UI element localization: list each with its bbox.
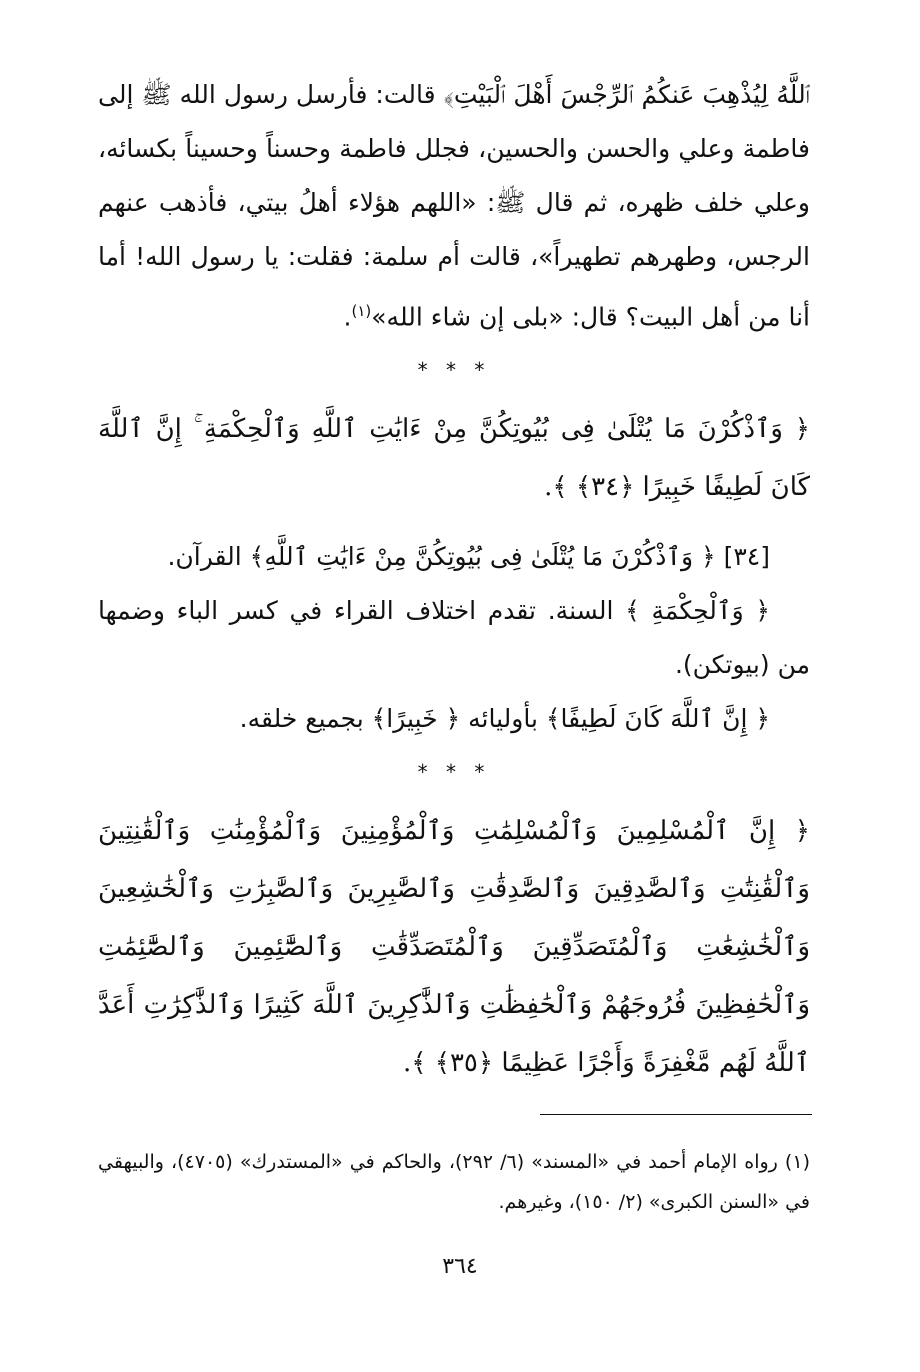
- tafsir-verse-34-quran: [٣٤] ﴿ وَٱذْكُرْنَ مَا يُتْلَىٰ فِى بُيُوتِكُنَّ مِنْ ءَايَٰتِ ٱللَّهِ﴾ القرآن.: [167, 542, 770, 572]
- footnote-divider: [540, 1114, 812, 1115]
- hadith-paragraph: [98, 68, 810, 344]
- page-number: ٣٦٤: [442, 1254, 478, 1279]
- section-separator-2: * * *: [417, 760, 491, 785]
- footnote: (١) رواه الإمام أحمد في «المسند» (٦/ ٢٩٢)، والحاكم في «المستدرك» (٤٧٠٥)، والبيهقي في «السنن الكبرى» (٢/ ١٥٠)، وغيرهم.: [98, 1151, 810, 1213]
- tafsir-wisdom: ﴿ وَٱلْحِكْمَةِ ﴾ السنة. تقدم اختلاف القراء في كسر الباء وضمها من (بيوتكن).: [98, 596, 810, 680]
- hadith-end: .: [343, 302, 352, 332]
- section-separator: * * *: [417, 358, 491, 383]
- tafsir-latif-khabir: ﴿ إِنَّ ٱللَّهَ كَانَ لَطِيفًا﴾ بأوليائه ﴿ خَبِيرًا﴾ بجميع خلقه.: [239, 704, 770, 734]
- footnote-reference: (١): [351, 302, 372, 320]
- hadith-text: ٱللَّهُ لِيُذْهِبَ عَنكُمُ ٱلرِّجْسَ أَهْلَ ٱلْبَيْتِ﴾ قالت: فأرسل رسول الله ﷺ إلى فاطمة وعلي والحسن والحسين، فجلل فاطمة وحسناً وحسيناً بكسائه، وعلي خلف ظهره، ثم قال ﷺ: «اللهم هؤلاء أهلُ بيتي، فأذهب عنهم الرجس، وطهرهم تطهيراً»، قالت أم سلمة: فقلت: يا رسول الله! أما أنا من أهل البيت؟ قال: «بلى إن شاء الله»: [98, 80, 810, 332]
- verse-34: ﴿ وَٱذْكُرْنَ مَا يُتْلَىٰ فِى بُيُوتِكُنَّ مِنْ ءَايَٰتِ ٱللَّهِ وَٱلْحِكْمَةِ ۚ إِنَّ ٱللَّهَ كَانَ لَطِيفًا خَبِيرًا ﴿٣٤﴾ ﴾.: [98, 414, 810, 503]
- page-body: [98, 68, 810, 1092]
- verse-35: ﴿ إِنَّ ٱلْمُسْلِمِينَ وَٱلْمُسْلِمَٰتِ وَٱلْمُؤْمِنِينَ وَٱلْمُؤْمِنَٰتِ وَٱلْقَٰنِتِينَ وَٱلْقَٰنِتَٰتِ وَٱلصَّٰدِقِينَ وَٱلصَّٰدِقَٰتِ وَٱلصَّٰبِرِينَ وَٱلصَّٰبِرَٰتِ وَٱلْخَٰشِعِينَ وَٱلْخَٰشِعَٰتِ وَٱلْمُتَصَدِّقِينَ وَٱلْمُتَصَدِّقَٰتِ وَٱلصَّٰٓئِمِينَ وَٱلصَّٰٓئِمَٰتِ وَٱلْحَٰفِظِينَ فُرُوجَهُمْ وَٱلْحَٰفِظَٰتِ وَٱلذَّٰكِرِينَ ٱللَّهَ كَثِيرًا وَٱلذَّٰكِرَٰتِ أَعَدَّ ٱللَّهُ لَهُم مَّغْفِرَةً وَأَجْرًا عَظِيمًا ﴿٣٥﴾ ﴾.: [98, 816, 810, 1079]
